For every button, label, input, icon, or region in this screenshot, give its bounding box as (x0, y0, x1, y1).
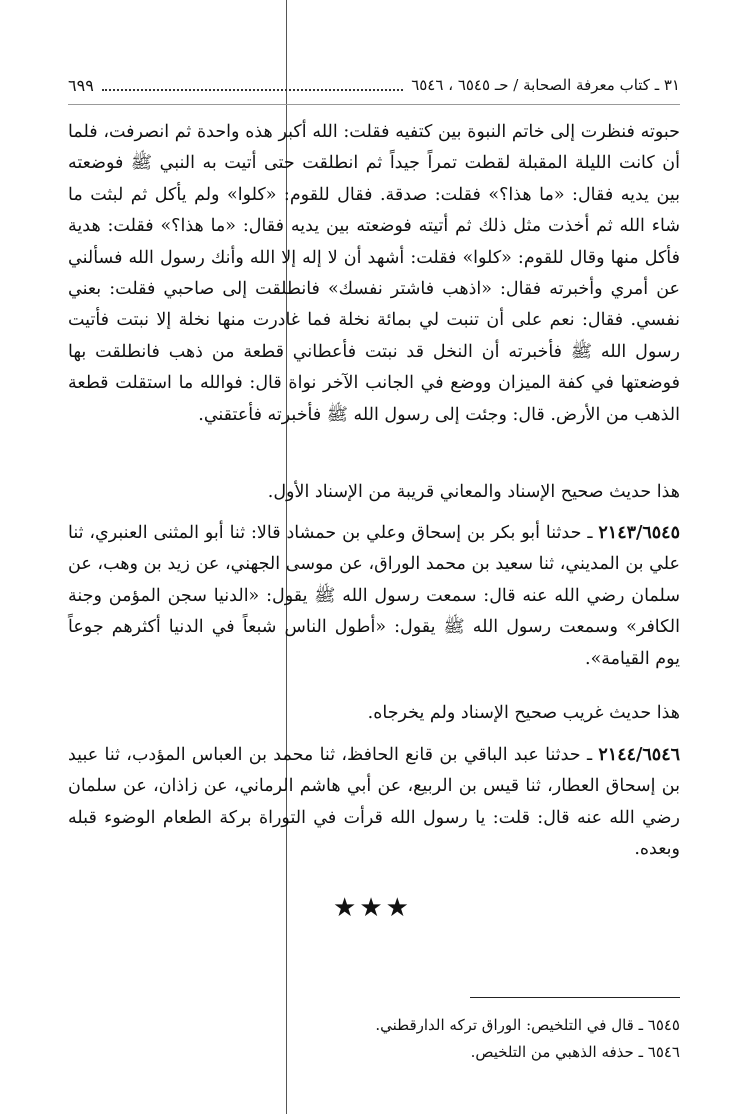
hadith-number: ٢١٤٣/٦٥٤٥ (598, 523, 680, 543)
continued-hadith-block (68, 117, 680, 431)
header-title: ٣١ ـ كتاب معرفة الصحابة / حـ ٦٥٤٥ ، ٦٥٤٦ (411, 76, 680, 94)
hadith-paragraph (68, 740, 680, 866)
verdict-block (68, 698, 680, 729)
dotted-leader (102, 79, 403, 91)
footnote: ٦٥٤٦ ـ حذفه الذهبي من التلخيص. (470, 1043, 680, 1061)
footnotes (68, 1012, 680, 1066)
section-separator: ★★★ (333, 893, 412, 923)
footnote: ٦٥٤٥ ـ قال في التلخيص: الوراق تركه الدارقطني. (375, 1016, 680, 1034)
hadith-block (68, 518, 680, 675)
verdict-text: هذا حديث غريب صحيح الإسناد ولم يخرجاه. (367, 703, 680, 723)
running-header (68, 72, 680, 98)
page-number: ٦٩٩ (68, 75, 94, 95)
hadith-paragraph (68, 518, 680, 675)
footnote-rule (470, 997, 680, 998)
verdict-text: هذا حديث صحيح الإسناد والمعاني قريبة من الإسناد الأول. (267, 482, 680, 502)
hadith-block (68, 740, 680, 866)
header-rule (68, 104, 680, 105)
hadith-text: ـ حدثنا عبد الباقي بن قانع الحافظ، ثنا محمد بن العباس المؤدب، ثنا عبيد بن إسحاق العطار، ثنا قيس بن الربيع، عن أبي هاشم الرماني، عن زاذان، عن سلمان رضي الله عنه قال: قلت: يا رسول الله قرأت في التوراة بركة الطعام الوضوء قبله وبعده. (68, 745, 680, 860)
hadith-text: ـ حدثنا أبو بكر بن إسحاق وعلي بن حمشاد قالا: ثنا أبو المثنى العنبري، ثنا علي بن المديني، ثنا سعيد بن محمد الوراق، عن موسى الجهني، عن زيد بن وهب، عن سلمان رضي الله عنه قال: سمعت رسول الله ﷺ يقول: «الدنيا سجن المؤمن وجنة الكافر» وسمعت رسول الله ﷺ يقول: «أطول الناس شبعاً في الدنيا أكثرهم جوعاً يوم القيامة». (68, 523, 680, 669)
verdict-block (68, 477, 680, 508)
paragraph-text: حبوته فنظرت إلى خاتم النبوة بين كتفيه فقلت: الله أكبر هذه واحدة ثم انصرفت، فلما أن كانت الليلة المقبلة لقطت تمراً جيداً ثم انطلقت حتى أتيت به النبي ﷺ فوضعته بين يديه فقال: «ما هذا؟» فقلت: صدقة. فقال للقوم: «كلوا» ولم يأكل ثم لبثت ما شاء الله ثم أخذت مثل ذلك ثم أتيته فوضعته بين يديه فقال: «ما هذا؟» فقلت: هدية فأكل منها وقال للقوم: «كلوا» فقلت: أشهد أن لا إله إلا الله وأنك رسول الله فسألني عن أمري وأخبرته فقال: «اذهب فاشتر نفسك» فانطلقت إلى صاحبي فقلت: بعني نفسي. فقال: نعم على أن تنبت لي بمائة نخلة فما غادرت منها نخلة إلا نبتت فأتيت رسول الله ﷺ فأخبرته أن النخل قد نبتت فأعطاني قطعة من ذهب فانطلقت بها فوضعتها في كفة الميزان ووضع في الجانب الآخر نواة قال: فوالله ما استقلت قطعة الذهب من الأرض. قال: وجئت إلى رسول الله ﷺ فأخبرته فأعتقني. (68, 122, 680, 425)
hadith-number: ٢١٤٤/٦٥٤٦ (598, 745, 680, 765)
